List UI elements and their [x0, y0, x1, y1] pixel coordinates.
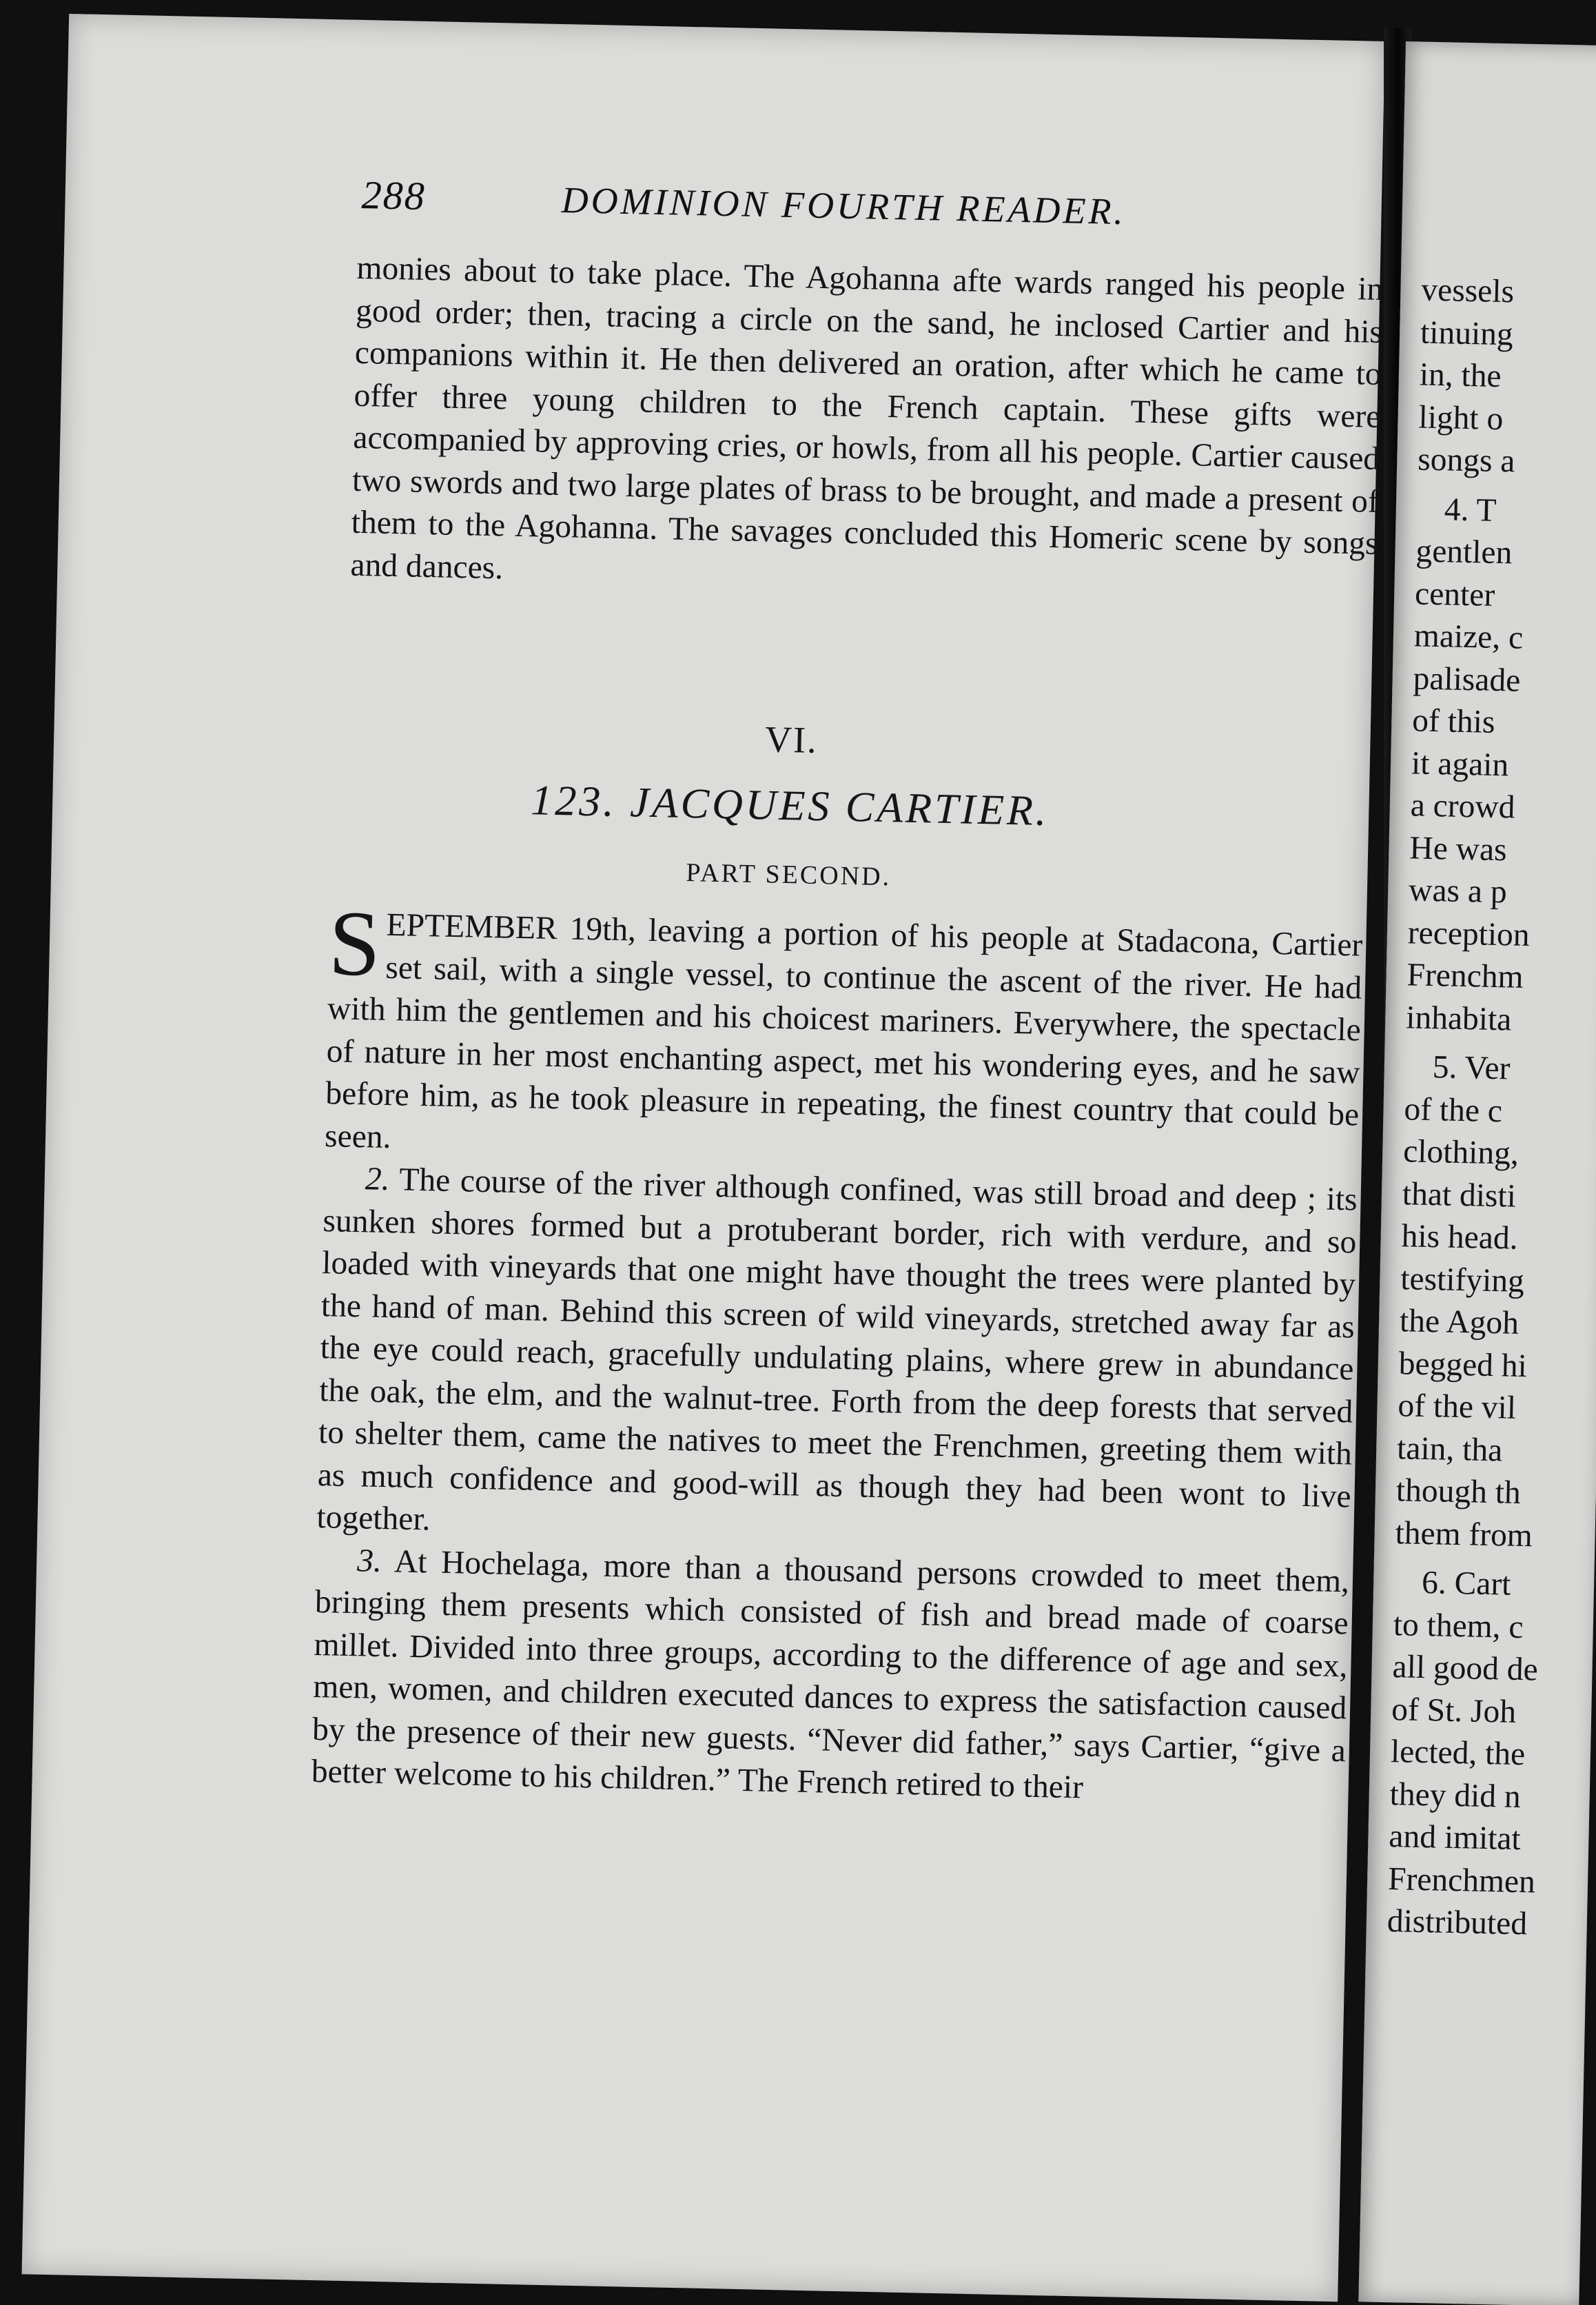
running-title: DOMINION FOURTH READER.: [561, 179, 1127, 233]
paragraph-2: [316, 1157, 1358, 1561]
left-page: [22, 14, 1385, 2302]
right-page-line: tain, tha: [1396, 1430, 1503, 1468]
right-page-line: inhabita: [1405, 999, 1512, 1038]
right-page-line: Frenchmen: [1387, 1860, 1536, 1900]
paragraph-1-text: EPTEMBER 19th, leaving a portion of his people at Stadacona, Cartier set sail, with a single vessel, to continue the ascent of the river. He had with him the gentlemen and his choicest mariners. Everywhere, the spectacle of nature in her most enchanting aspect, met his wondering eyes, and he saw before him, as he took pleasure in repeating, the finest country that could be seen.: [324, 906, 1363, 1155]
drop-cap: S: [327, 892, 382, 996]
paragraph-3: [311, 1539, 1349, 1814]
right-page-line: of the c: [1404, 1090, 1503, 1129]
paragraph-1: [324, 892, 1363, 1179]
right-page-line: maize, c: [1413, 618, 1524, 656]
right-page-line: clothing,: [1402, 1133, 1520, 1172]
right-page-line: the Agoh: [1399, 1303, 1520, 1341]
right-page-line: begged hi: [1398, 1345, 1528, 1384]
right-page-line: 4. T: [1444, 491, 1497, 529]
right-page-line: reception: [1407, 914, 1531, 953]
right-page-line: was a p: [1408, 872, 1508, 911]
chapter-title: 123. JACQUES CARTIER.: [530, 777, 1050, 835]
paragraph-2-number: 2.: [365, 1161, 391, 1198]
right-page-line: they did n: [1389, 1776, 1522, 1815]
right-page-line: of St. Joh: [1391, 1691, 1517, 1730]
right-page-line: though th: [1395, 1472, 1522, 1511]
part-heading: PART SECOND.: [686, 858, 892, 892]
right-page-line: all good de: [1392, 1649, 1539, 1688]
page-number: 288: [361, 172, 427, 219]
right-page-line: light o: [1418, 399, 1504, 437]
right-page-line: his head.: [1401, 1218, 1519, 1257]
paragraph-2-text: The course of the river although confined, was still broad and deep ; its sunken shores formed but a protuberant border, rich with verdure, and so loaded with vineyards that one might have thought the trees were planted by the hand of man. Behind this screen of wild vineyards, stretched away far as the eye could reach, gracefully undulating plains, where grew in abundance the oak, the elm, and the walnut-tree. Forth from the deep forests that served to shelter them, came the natives to meet the Frenchmen, greeting them with as much confidence and good-will as though they had been wont to live together.: [316, 1161, 1358, 1538]
paragraph-3-text: At Hochelaga, more than a thousand persons crowded to meet them, bringing them presents which consisted of fish and bread made of coarse millet. Divided into three groups, according to the difference of age and sex, men, women, and children executed dances to express the satisfaction caused by the presence of their new guests. “Never did father,” says Cartier, “give a better welcome to his children.” The French retired to their: [311, 1543, 1350, 1806]
right-page-line: of this: [1411, 702, 1495, 740]
right-page-line: He was: [1409, 829, 1508, 868]
paragraph-3-number: 3.: [356, 1542, 382, 1579]
continuation-text-block: [350, 247, 1384, 608]
right-page-line: tinuing: [1420, 314, 1514, 352]
right-page-line: to them, c: [1393, 1606, 1524, 1645]
right-page-line: of the vil: [1398, 1388, 1517, 1426]
right-page-line: Frenchm: [1406, 957, 1524, 995]
right-page-line: vessels: [1420, 272, 1515, 310]
chapter-text-block: [311, 892, 1363, 1815]
right-page-line: in, the: [1419, 356, 1502, 395]
running-head: [285, 170, 1320, 247]
right-page-line: center: [1414, 575, 1495, 613]
right-page-line: palisade: [1413, 660, 1521, 699]
right-page-line: and imitat: [1388, 1818, 1522, 1858]
right-page-line: them from: [1395, 1514, 1533, 1554]
right-page-line: that disti: [1402, 1175, 1517, 1215]
continuation-paragraph: monies about to take place. The Agohanna afte wards ranged his people in good order; then, tracing a circle on the sand, he inclosed Cartier and his companions within it. He then delivered an oration, after which he came to offer three young children to the French captain. These gifts were accompanied by approving cries, or howls, from all his people. Cartier caused two swords and two large plates of brass to be brought, and made a present of them to the Agohanna. The savages concluded this Homeric scene by songs and dances.: [350, 250, 1384, 586]
right-page-line: 5. Ver: [1432, 1049, 1511, 1087]
right-page-line: lected, the: [1390, 1734, 1526, 1773]
right-page-line: it again: [1411, 744, 1509, 783]
right-page-text: [1387, 270, 1596, 1949]
right-page-line: songs a: [1417, 441, 1516, 480]
right-page-line: testifying: [1400, 1260, 1525, 1299]
right-page-line: 6. Cart: [1421, 1564, 1511, 1603]
right-page-line: gentlen: [1415, 533, 1513, 571]
section-number: VI.: [764, 718, 819, 761]
right-page-line: distributed: [1387, 1903, 1528, 1942]
right-page-line: a crowd: [1410, 787, 1515, 826]
